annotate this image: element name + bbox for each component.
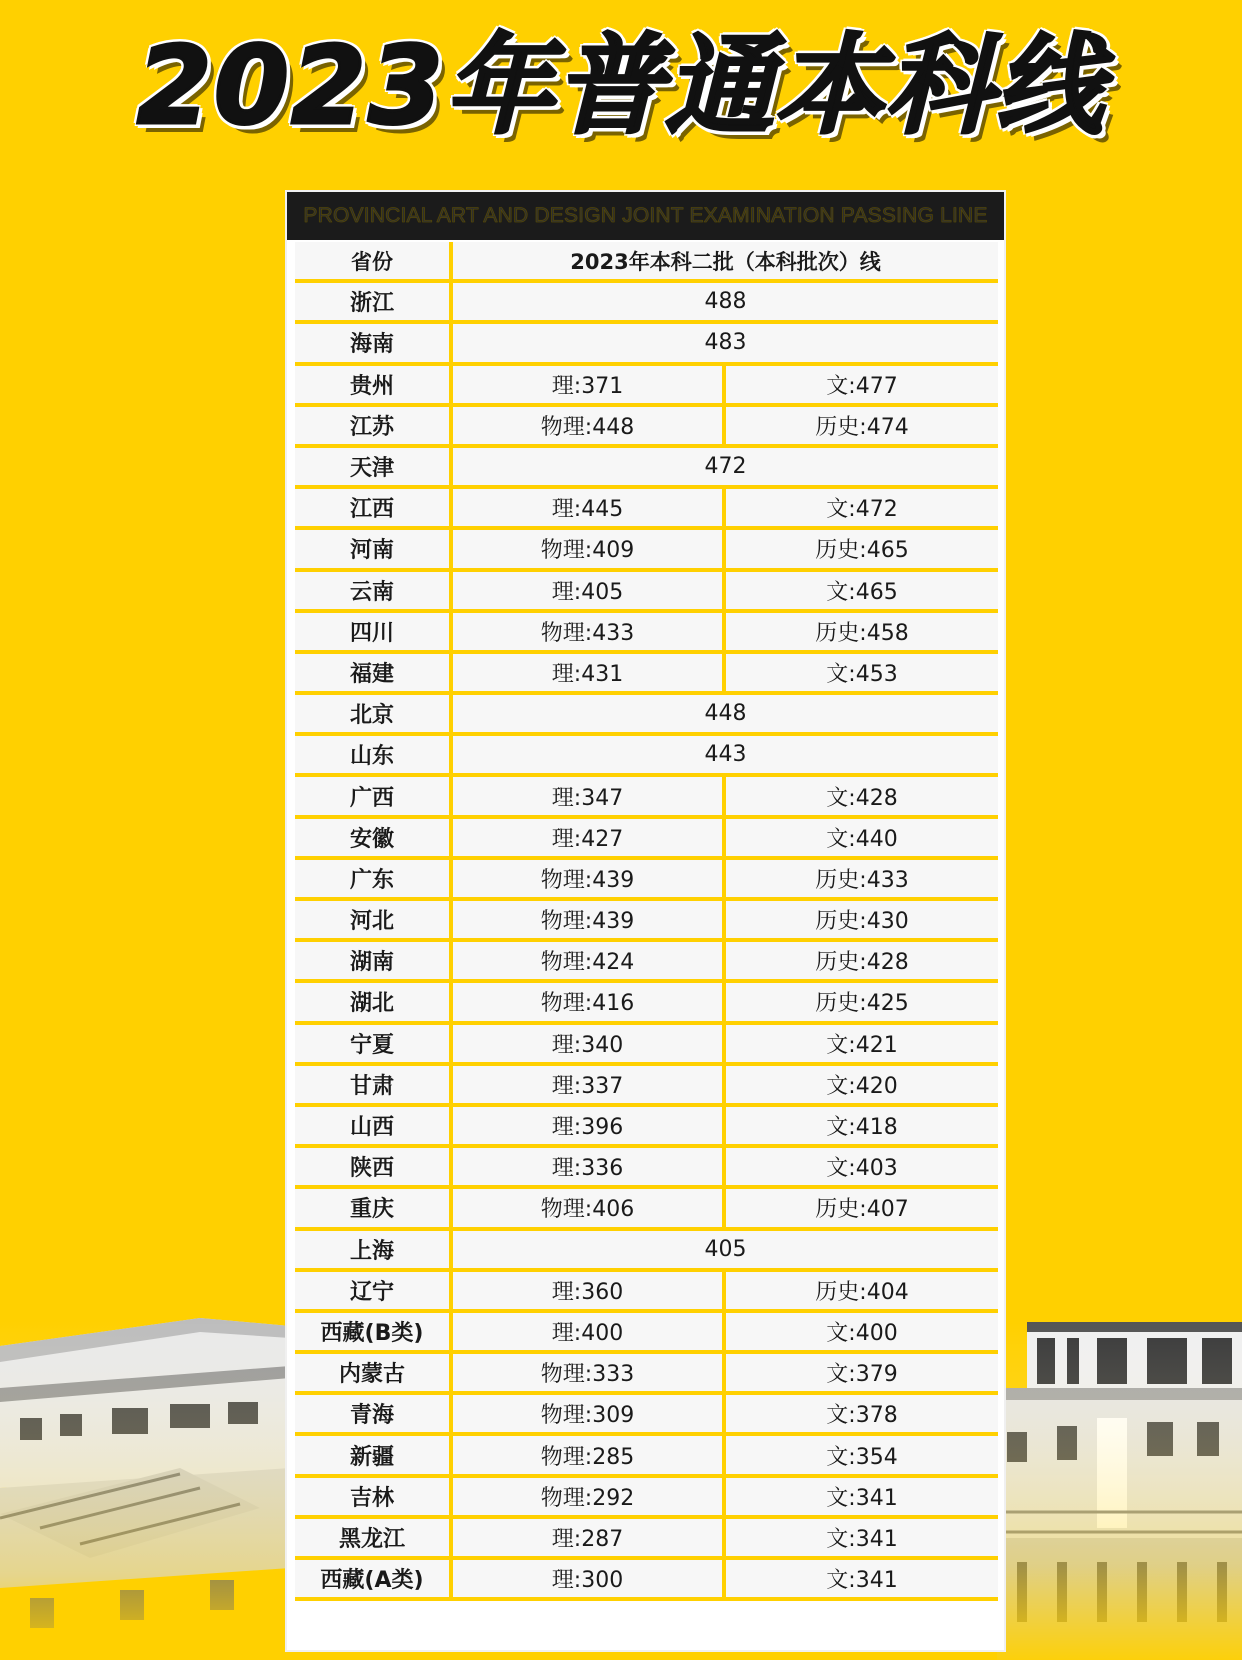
score-cell-arts: 文:341 [726,1519,998,1560]
score-cell-arts: 历史:458 [726,613,998,654]
province-cell: 天津 [295,448,453,489]
table-row [295,1313,998,1354]
score-cell: 483 [453,324,998,365]
score-cell-arts: 文:341 [726,1560,998,1601]
province-cell: 湖南 [295,942,453,983]
province-cell: 宁夏 [295,1025,453,1066]
province-cell: 辽宁 [295,1272,453,1313]
table-row [295,283,998,324]
table-row [295,448,998,489]
province-cell: 海南 [295,324,453,365]
score-cell-arts: 文:379 [726,1354,998,1395]
province-cell: 四川 [295,613,453,654]
score-cell-arts: 文:418 [726,1107,998,1148]
table-row [295,819,998,860]
score-cell-science: 理:445 [453,489,726,530]
table-row [295,1436,998,1477]
score-table-panel [287,192,1004,1650]
score-cell-arts: 文:341 [726,1478,998,1519]
score-cell-arts: 历史:404 [726,1272,998,1313]
table-row [295,1189,998,1230]
table-row [295,407,998,448]
score-table [295,242,998,1601]
score-cell-science: 物理:424 [453,942,726,983]
table-row [295,860,998,901]
score-cell-science: 物理:409 [453,530,726,571]
province-cell: 湖北 [295,983,453,1024]
province-cell: 内蒙古 [295,1354,453,1395]
table-row [295,1478,998,1519]
score-cell-arts: 文:472 [726,489,998,530]
table-row [295,366,998,407]
province-cell: 吉林 [295,1478,453,1519]
score-cell-science: 理:427 [453,819,726,860]
province-cell: 山东 [295,736,453,777]
province-cell: 山西 [295,1107,453,1148]
table-row [295,901,998,942]
table-row [295,489,998,530]
score-cell-arts: 文:354 [726,1436,998,1477]
score-cell-arts: 历史:465 [726,530,998,571]
score-cell-arts: 文:453 [726,654,998,695]
score-cell-science: 物理:448 [453,407,726,448]
table-row [295,1231,998,1272]
score-cell-arts: 文:403 [726,1148,998,1189]
score-cell-science: 理:336 [453,1148,726,1189]
score-cell-science: 物理:433 [453,613,726,654]
score-cell-science: 理:371 [453,366,726,407]
province-cell: 甘肃 [295,1066,453,1107]
score-cell-arts: 文:428 [726,777,998,818]
table-row [295,1519,998,1560]
province-cell: 西藏(A类) [295,1560,453,1601]
score-cell-arts: 文:420 [726,1066,998,1107]
score-cell-science: 理:347 [453,777,726,818]
score-cell-arts: 文:378 [726,1395,998,1436]
score-cell-arts: 文:421 [726,1025,998,1066]
table-body [295,283,998,1601]
province-cell: 江西 [295,489,453,530]
score-cell-arts: 历史:433 [726,860,998,901]
score-cell-science: 理:405 [453,572,726,613]
score-cell-arts: 文:440 [726,819,998,860]
province-cell: 贵州 [295,366,453,407]
table-row [295,1354,998,1395]
score-cell-science: 理:337 [453,1066,726,1107]
score-cell-science: 物理:406 [453,1189,726,1230]
table-row [295,1272,998,1313]
building-illustration-right [997,1322,1242,1660]
province-cell: 上海 [295,1231,453,1272]
score-cell-science: 理:300 [453,1560,726,1601]
score-cell-science: 理:360 [453,1272,726,1313]
score-cell: 405 [453,1231,998,1272]
table-row [295,1107,998,1148]
province-cell: 北京 [295,695,453,736]
score-cell-science: 理:431 [453,654,726,695]
province-cell: 重庆 [295,1189,453,1230]
province-cell: 青海 [295,1395,453,1436]
score-cell: 448 [453,695,998,736]
score-cell-science: 物理:439 [453,901,726,942]
province-cell: 新疆 [295,1436,453,1477]
province-cell: 浙江 [295,283,453,324]
score-cell-science: 理:340 [453,1025,726,1066]
table-row [295,654,998,695]
score-cell-science: 物理:309 [453,1395,726,1436]
province-cell: 黑龙江 [295,1519,453,1560]
header-province: 省份 [295,242,453,283]
score-cell-arts: 历史:428 [726,942,998,983]
score-cell-science: 理:400 [453,1313,726,1354]
province-cell: 安徽 [295,819,453,860]
score-cell-science: 物理:416 [453,983,726,1024]
province-cell: 云南 [295,572,453,613]
province-cell: 江苏 [295,407,453,448]
table-row [295,530,998,571]
score-cell: 472 [453,448,998,489]
score-cell-science: 理:396 [453,1107,726,1148]
page-title: 2023年普通本科线 [136,24,1106,149]
score-cell-arts: 文:477 [726,366,998,407]
table-row [295,736,998,777]
table-row [295,1395,998,1436]
table-row [295,1148,998,1189]
score-cell-arts: 历史:425 [726,983,998,1024]
table-row [295,1560,998,1601]
province-cell: 福建 [295,654,453,695]
score-cell-science: 理:287 [453,1519,726,1560]
score-cell-science: 物理:285 [453,1436,726,1477]
table-row [295,1066,998,1107]
score-cell-arts: 历史:474 [726,407,998,448]
province-cell: 陕西 [295,1148,453,1189]
table-row [295,695,998,736]
table-row [295,572,998,613]
score-cell-arts: 文:400 [726,1313,998,1354]
province-cell: 广东 [295,860,453,901]
province-cell: 广西 [295,777,453,818]
province-cell: 河北 [295,901,453,942]
table-banner [287,192,1004,240]
score-cell-science: 物理:439 [453,860,726,901]
table-header-row [295,242,998,283]
table-row [295,324,998,365]
table-row [295,613,998,654]
score-cell-science: 物理:333 [453,1354,726,1395]
table-row [295,942,998,983]
score-cell-science: 物理:292 [453,1478,726,1519]
building-illustration-left [0,1318,290,1660]
score-cell-arts: 文:465 [726,572,998,613]
header-score-line: 2023年本科二批（本科批次）线 [453,242,998,283]
score-cell-arts: 历史:430 [726,901,998,942]
score-cell: 443 [453,736,998,777]
table-row [295,983,998,1024]
province-cell: 西藏(B类) [295,1313,453,1354]
score-cell: 488 [453,283,998,324]
table-row [295,1025,998,1066]
score-cell-arts: 历史:407 [726,1189,998,1230]
province-cell: 河南 [295,530,453,571]
table-row [295,777,998,818]
banner-text: PROVINCIAL ART AND DESIGN JOINT EXAMINATION PASSING LINE [303,204,988,227]
